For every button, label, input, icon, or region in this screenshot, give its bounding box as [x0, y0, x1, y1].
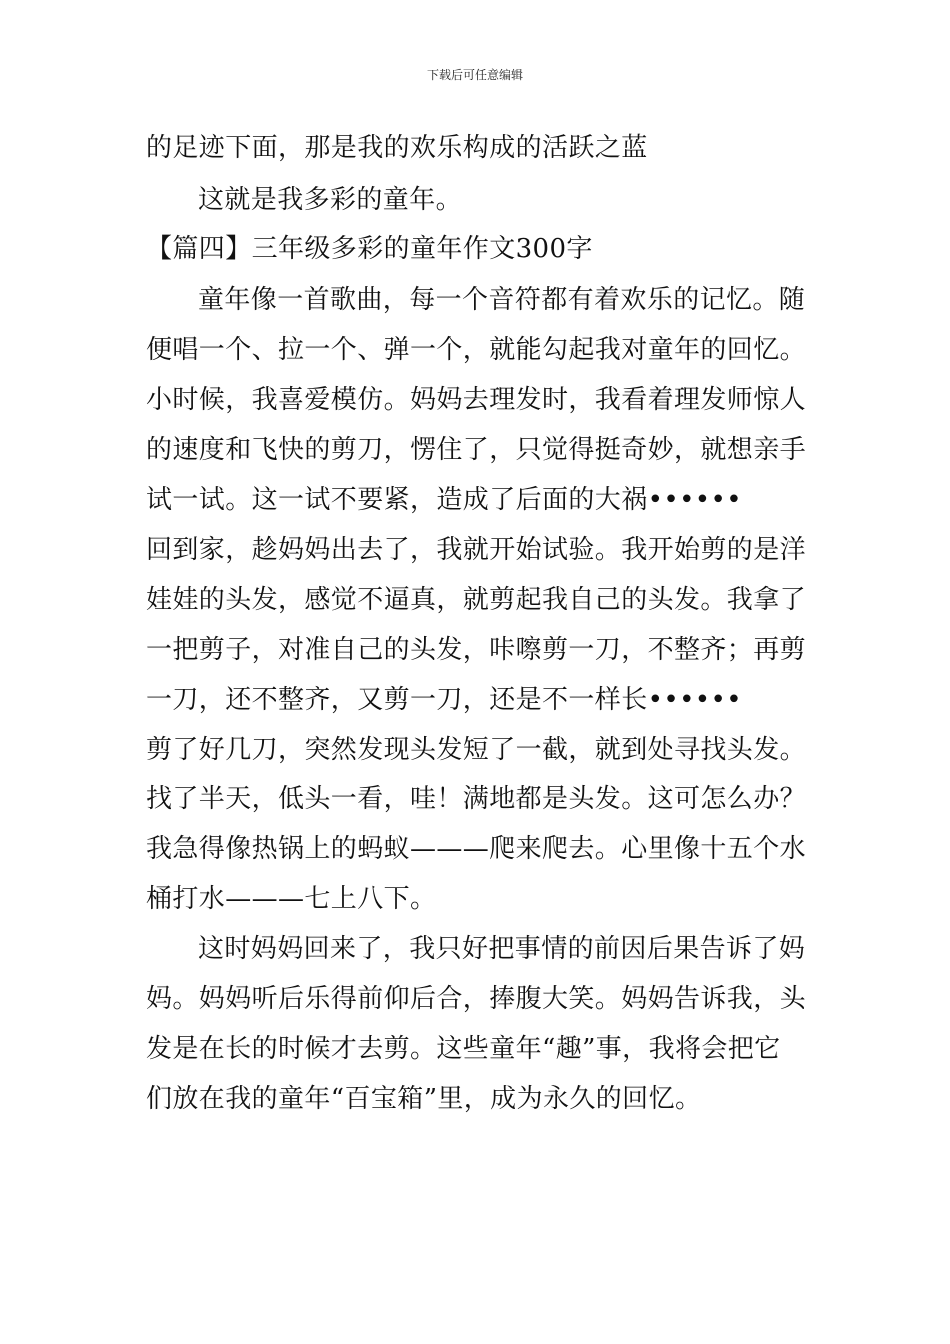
- text-line: 回到家，趁妈妈出去了，我就开始试验。我开始剪的是洋: [146, 535, 807, 565]
- text-line: 剪了好几刀，突然发现头发短了一截，就到处寻找头发。: [146, 735, 807, 765]
- text-line: 这就是我多彩的童年。: [198, 185, 463, 215]
- text-line: 的速度和飞快的剪刀，愣住了，只觉得挺奇妙，就想亲手: [146, 435, 807, 465]
- text-line: 一刀，还不整齐，又剪一刀，还是不一样长••••••: [146, 685, 743, 715]
- text-line: 童年像一首歌曲，每一个音符都有着欢乐的记忆。随: [198, 285, 806, 315]
- text-line: 娃娃的头发，感觉不逼真，就剪起我自己的头发。我拿了: [146, 585, 807, 615]
- section-heading: 【篇四】三年级多彩的童年作文300字: [146, 234, 593, 264]
- text-line: 发是在长的时候才去剪。这些童年“趣”事，我将会把它: [146, 1034, 781, 1064]
- text-line: 试一试。这一试不要紧，造成了后面的大祸••••••: [146, 485, 743, 515]
- text-line: 妈。妈妈听后乐得前仰后合，捧腹大笑。妈妈告诉我，头: [146, 984, 807, 1014]
- text-line: 便唱一个、拉一个、弹一个，就能勾起我对童年的回忆。: [146, 335, 807, 365]
- page-header-note: 下载后可任意编辑: [426, 68, 523, 82]
- text-line: 小时候，我喜爱模仿。妈妈去理发时，我看着理发师惊人: [146, 385, 807, 415]
- text-line: 一把剪子，对准自己的头发，咔嚓剪一刀，不整齐；再剪: [146, 635, 807, 665]
- text-line: 的足迹下面，那是我的欢乐构成的活跃之蓝: [146, 133, 648, 163]
- text-line: 桶打水———七上八下。: [146, 884, 437, 914]
- text-line: 这时妈妈回来了，我只好把事情的前因后果告诉了妈: [198, 934, 806, 964]
- text-line: 我急得像热锅上的蚂蚁———爬来爬去。心里像十五个水: [146, 834, 807, 864]
- text-line: 们放在我的童年“百宝箱”里，成为永久的回忆。: [146, 1084, 702, 1114]
- text-line: 找了半天，低头一看，哇！满地都是头发。这可怎么办？: [146, 784, 807, 814]
